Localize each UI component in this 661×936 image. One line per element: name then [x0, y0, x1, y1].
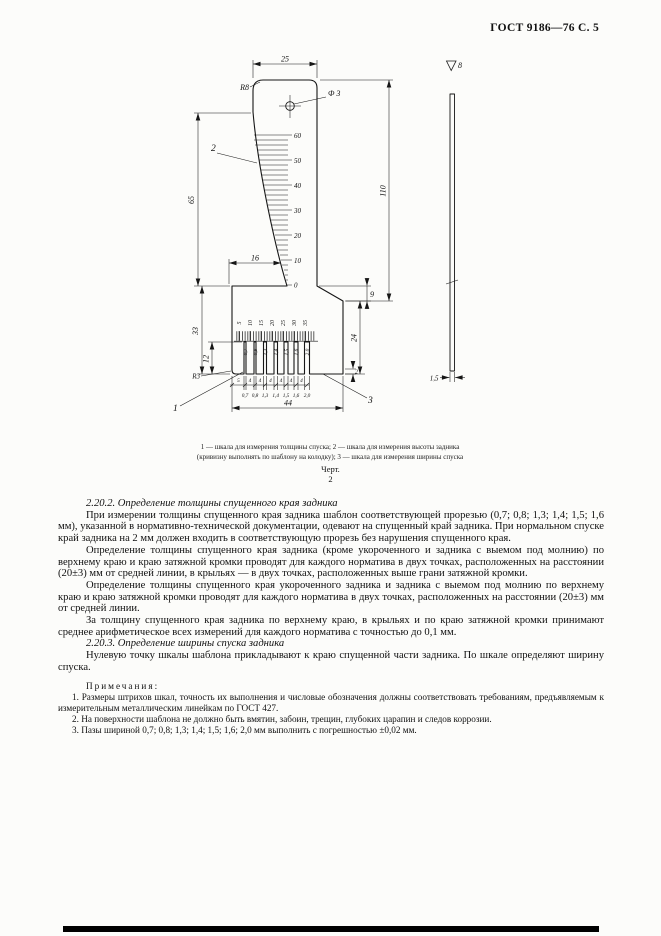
dim-label: 44	[284, 398, 292, 408]
width-scale-major-ticks	[239, 331, 305, 341]
leader-line	[201, 371, 231, 376]
dim-slot-depth	[202, 342, 243, 374]
paragraph-5: Нулевую точку шкалы шаблона прикладывают к краю спущенной части задника. По шкале определяют ширину спуска.	[58, 650, 604, 673]
extension-lines	[450, 372, 455, 382]
dim-top-width	[253, 55, 317, 79]
dim-thickness-label: 1,5	[429, 374, 439, 383]
scale-number: 20	[270, 320, 276, 326]
caption-line-2: (кривизну выполнять по шаблону на колодку); 3 — шкала для измерения ширины спуска	[196, 452, 464, 461]
section-title-2-20-2: 2.20.2. Определение толщины спущенного края задника	[86, 498, 338, 509]
dim-label: 24	[349, 334, 359, 342]
dim-rim	[345, 362, 358, 381]
dim-scale-offset	[229, 254, 281, 285]
dim-label: 65	[187, 196, 196, 204]
hole-centerlines-icon	[279, 95, 301, 118]
callout-1-label: 1	[173, 404, 178, 414]
scale-number: 25	[281, 320, 287, 326]
slot-width-label: 1,3	[263, 348, 269, 356]
scale-number: 5	[237, 321, 243, 325]
slot-width-label: 0,7	[243, 348, 249, 356]
dim-total-height	[320, 80, 393, 301]
dim-label: Ф 3	[328, 89, 341, 98]
scale-number: 30	[292, 320, 298, 326]
scale-number: 50	[294, 157, 301, 165]
slot-width-value: 1,4	[272, 393, 280, 399]
callout-3-label: 3	[368, 396, 373, 406]
figure-label	[0, 464, 661, 484]
dim-label: 12	[201, 355, 211, 363]
slot-width-label: 2,0	[305, 348, 311, 356]
callout-3-leader	[323, 374, 367, 398]
scale-number: 60	[294, 132, 301, 140]
scale-number: 10	[294, 257, 301, 265]
surface-finish-value: 8	[458, 61, 462, 70]
technical-drawing	[0, 0, 661, 445]
callout-1-leader	[180, 372, 243, 406]
pitch-value: 5	[237, 378, 240, 384]
dim-label: 25	[281, 54, 289, 64]
slot-width-label: 1,6	[294, 348, 300, 356]
callout-2-label: 2	[211, 144, 216, 154]
scale-number: 0	[294, 281, 298, 290]
dim-step-height	[319, 278, 374, 309]
scale-number: 35	[303, 320, 309, 326]
dim-label: 16	[251, 253, 259, 263]
slot-width-label: 0,8	[253, 348, 259, 356]
slot-width-value: 2,0	[303, 393, 311, 399]
slot-width-value: 1,3	[261, 393, 269, 399]
pitch-value: 4	[248, 378, 252, 384]
paragraph-3: Определение толщины спущенного края укороченного задника и задника с выемом под молнию по верхнему краю и краю затяжной кромки проводят для каждого норматива в двух точках, расположенных на расстоянии (20±3) мм от средней линии.	[58, 579, 604, 615]
pitch-value: 4	[269, 378, 272, 384]
body-text	[58, 498, 604, 736]
dim-label: 2	[355, 369, 358, 376]
pitch-value: 4	[289, 378, 293, 384]
side-view	[430, 61, 465, 383]
callout-2-leader	[217, 153, 257, 163]
dim-lower-height	[191, 286, 230, 374]
figure-label-text: Черт.	[321, 464, 340, 474]
slot-width-label: 1,4	[273, 348, 280, 356]
slot-width-value: 0,7	[241, 393, 249, 399]
pitch-value: 4	[258, 378, 262, 384]
figure-number: 2	[328, 474, 333, 484]
paragraph-1: При измерении толщины спущенного края задника шаблон соответствующей прорезью (0,7; 0,8; 1,3; 1,4; 1,5; 1,6 мм), указанной в нормативно-технической документации, одевают на спущенный край задника. При нормальном спуске край задника на 2 мм должен входить в соответствующую прорезь без нарушения спущенного края.	[58, 509, 604, 545]
surface-finish-icon	[447, 61, 457, 71]
dim-corner-radius	[239, 82, 260, 92]
template-front-view	[232, 80, 343, 374]
scale-number: 20	[294, 232, 301, 240]
slot-width-value: 0,8	[251, 393, 259, 399]
note-3: 3. Пазы шириной 0,7; 0,8; 1,3; 1,4; 1,5; 1,6; 2,0 мм выполнить с погрешностью ±0,02 мм.	[72, 724, 417, 735]
dim-bottom-radius	[191, 371, 231, 381]
scale-number: 40	[294, 182, 301, 190]
slot-width-label: 1,5	[284, 348, 290, 356]
scale-number: 15	[259, 320, 265, 326]
notes-block	[58, 681, 604, 736]
dim-label: R3	[192, 372, 200, 381]
paragraph-2: Определение толщины спущенного края задника (кроме укороченного и задника с выемом под молнию) по верхнему краю и краю затяжной кромки проводят для каждого норматива в двух точках, расположенных на расстоянии (20±3) мм от средней линии, в крыльях — в двух точках, расположенных выше грани затяжной кромки.	[58, 544, 604, 580]
notes-title: Примечания:	[86, 680, 160, 691]
section-title-2-20-3: 2.20.3. Определение ширины спуска задника	[86, 638, 285, 650]
dim-label: 110	[378, 185, 388, 197]
height-scale-numbers	[293, 132, 302, 290]
extension-lines	[194, 113, 251, 286]
dim-label: R8	[240, 83, 249, 92]
note-2: 2. На поверхности шаблона не должно быть вмятин, забоин, трещин, глубоких царапин и следов коррозии.	[72, 713, 492, 724]
slot-width-value: 1,5	[282, 393, 290, 399]
side-view-plate	[450, 94, 455, 371]
template-outline	[232, 80, 343, 374]
leader-line	[294, 97, 326, 104]
slot-width-labels-rotated	[243, 348, 311, 355]
footer-bar	[63, 926, 599, 932]
scale-number: 10	[248, 320, 254, 326]
dim-scale-height	[187, 113, 251, 286]
caption-line-1: 1 — шкала для измерения толщины спуска; 2 — шкала для измерения высоты задника	[200, 443, 460, 451]
figure-caption	[90, 443, 570, 462]
pitch-value: 4	[300, 378, 303, 384]
pitch-value: 4	[279, 378, 283, 384]
paragraph-4: За толщину спущенного края задника по верхнему краю, в крыльях и по краю затяжной кромки принимают среднее арифметическое всех измерений для каждого норматива с точностью до 0,1 мм.	[58, 615, 604, 638]
slot-pitch-dim	[230, 378, 309, 387]
height-scale-ticks	[254, 135, 292, 285]
extension-lines	[319, 286, 371, 301]
width-scale-numbers	[237, 320, 309, 327]
scale-number: 30	[294, 207, 301, 215]
dim-comb-block-height	[345, 301, 365, 374]
break-mark	[446, 280, 458, 284]
slot-width-value: 1,6	[292, 393, 300, 399]
dim-label: 9	[370, 290, 374, 299]
note-1: 1. Размеры штрихов шкал, точность их выполнения и числовые обозначения должны соответствовать требованиям, предъявляемым к измерительным металлическим линейкам по ГОСТ 427.	[58, 691, 604, 713]
doc-number: ГОСТ 9186—76 С. 5	[490, 22, 599, 34]
dim-label: 33	[191, 327, 200, 335]
